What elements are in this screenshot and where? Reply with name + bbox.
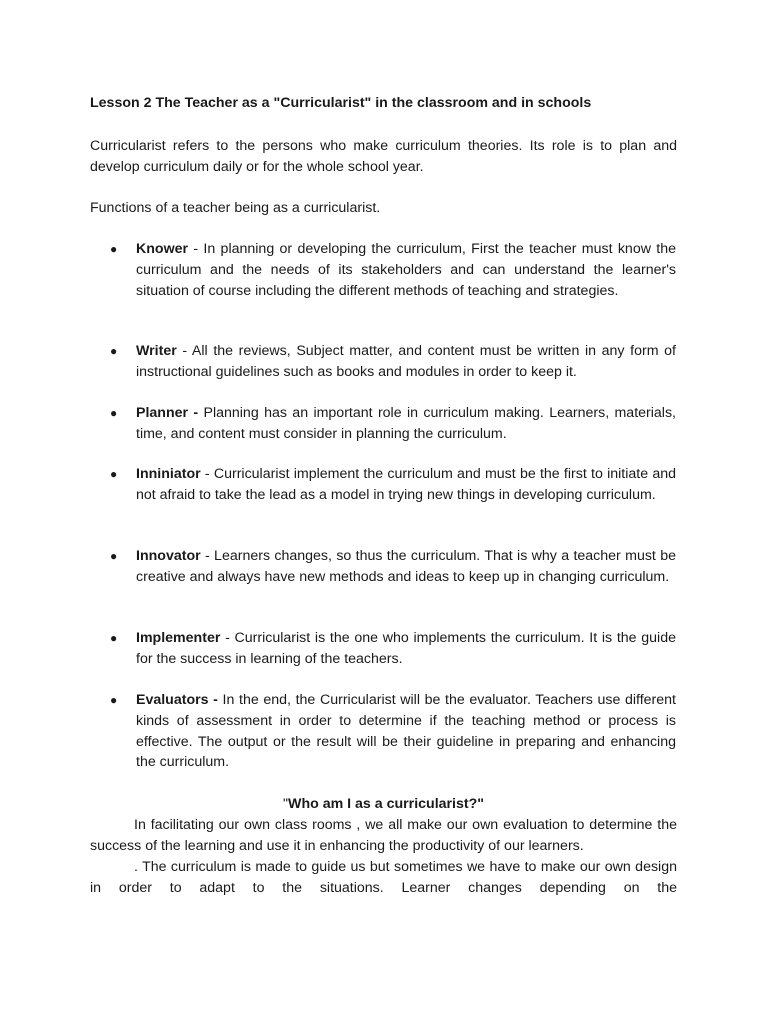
function-description: - Curricularist implement the curriculum and must be the first to initiate and not afraid to take the lead as a model in trying new things in developing curriculum. [136, 466, 676, 503]
function-term: Implementer [136, 630, 221, 646]
list-item-evaluators [110, 690, 676, 773]
bullet-icon: ● [110, 344, 118, 358]
body-paragraph-2: . The curriculum is made to guide us but sometimes we have to make our own design in order to adapt to the situations. Learner changes depending on the [90, 859, 677, 896]
function-description: - Learners changes, so thus the curriculum. That is why a teacher must be creative and always have new methods and ideas to keep up in changing curriculum. [136, 548, 676, 585]
functions-heading: Functions of a teacher being as a curricularist. [90, 200, 381, 216]
function-term: Innovator [136, 548, 201, 564]
intro-paragraph: Curricularist refers to the persons who make curriculum theories. Its role is to plan and develop curriculum daily or for the whole school year. [90, 138, 677, 175]
section-title-quote: " [283, 796, 289, 812]
function-description: - Curricularist is the one who implements the curriculum. It is the guide for the success in learning of the teachers. [136, 630, 676, 667]
function-term: Inniniator [136, 466, 201, 482]
function-term: Knower [136, 241, 189, 257]
list-item-planner [110, 403, 676, 445]
bullet-icon: ● [110, 242, 118, 256]
bullet-icon: ● [110, 631, 118, 645]
function-term: Writer [136, 343, 177, 359]
list-item-implementer [110, 628, 676, 670]
section-title [90, 794, 677, 815]
list-item-inniniator [110, 464, 676, 506]
section-title-text: Who am I as a curricularist?" [288, 796, 484, 812]
bullet-icon: ● [110, 549, 118, 563]
function-description: Planning has an important role in curriculum making. Learners, materials, time, and content must consider in planning the curriculum. [136, 405, 676, 442]
function-term: Evaluators - [136, 692, 218, 708]
bullet-icon: ● [110, 693, 118, 707]
list-item-knower [110, 239, 676, 301]
lesson-title: Lesson 2 The Teacher as a "Curricularist" in the classroom and in schools [90, 95, 592, 111]
bullet-icon: ● [110, 467, 118, 481]
function-description: In the end, the Curricularist will be the evaluator. Teachers use different kinds of assessment in order to determine if the teaching method or process is effective. The output or the result will be their guideline in preparing and enhancing the curriculum. [136, 692, 676, 771]
function-description: - All the reviews, Subject matter, and content must be written in any form of instructional guidelines such as books and modules in order to keep it. [136, 343, 676, 380]
function-description: - In planning or developing the curriculum, First the teacher must know the curriculum and the needs of its stakeholders and can understand the learner's situation of course including the different methods of teaching and strategies. [136, 241, 676, 299]
bullet-icon: ● [110, 406, 118, 420]
body-paragraph-1: In facilitating our own class rooms , we all make our own evaluation to determine the success of the learning and use it in enhancing the productivity of our learners. [90, 817, 677, 854]
list-item-writer [110, 341, 676, 383]
list-item-innovator [110, 546, 676, 588]
function-term: Planner - [136, 405, 199, 421]
